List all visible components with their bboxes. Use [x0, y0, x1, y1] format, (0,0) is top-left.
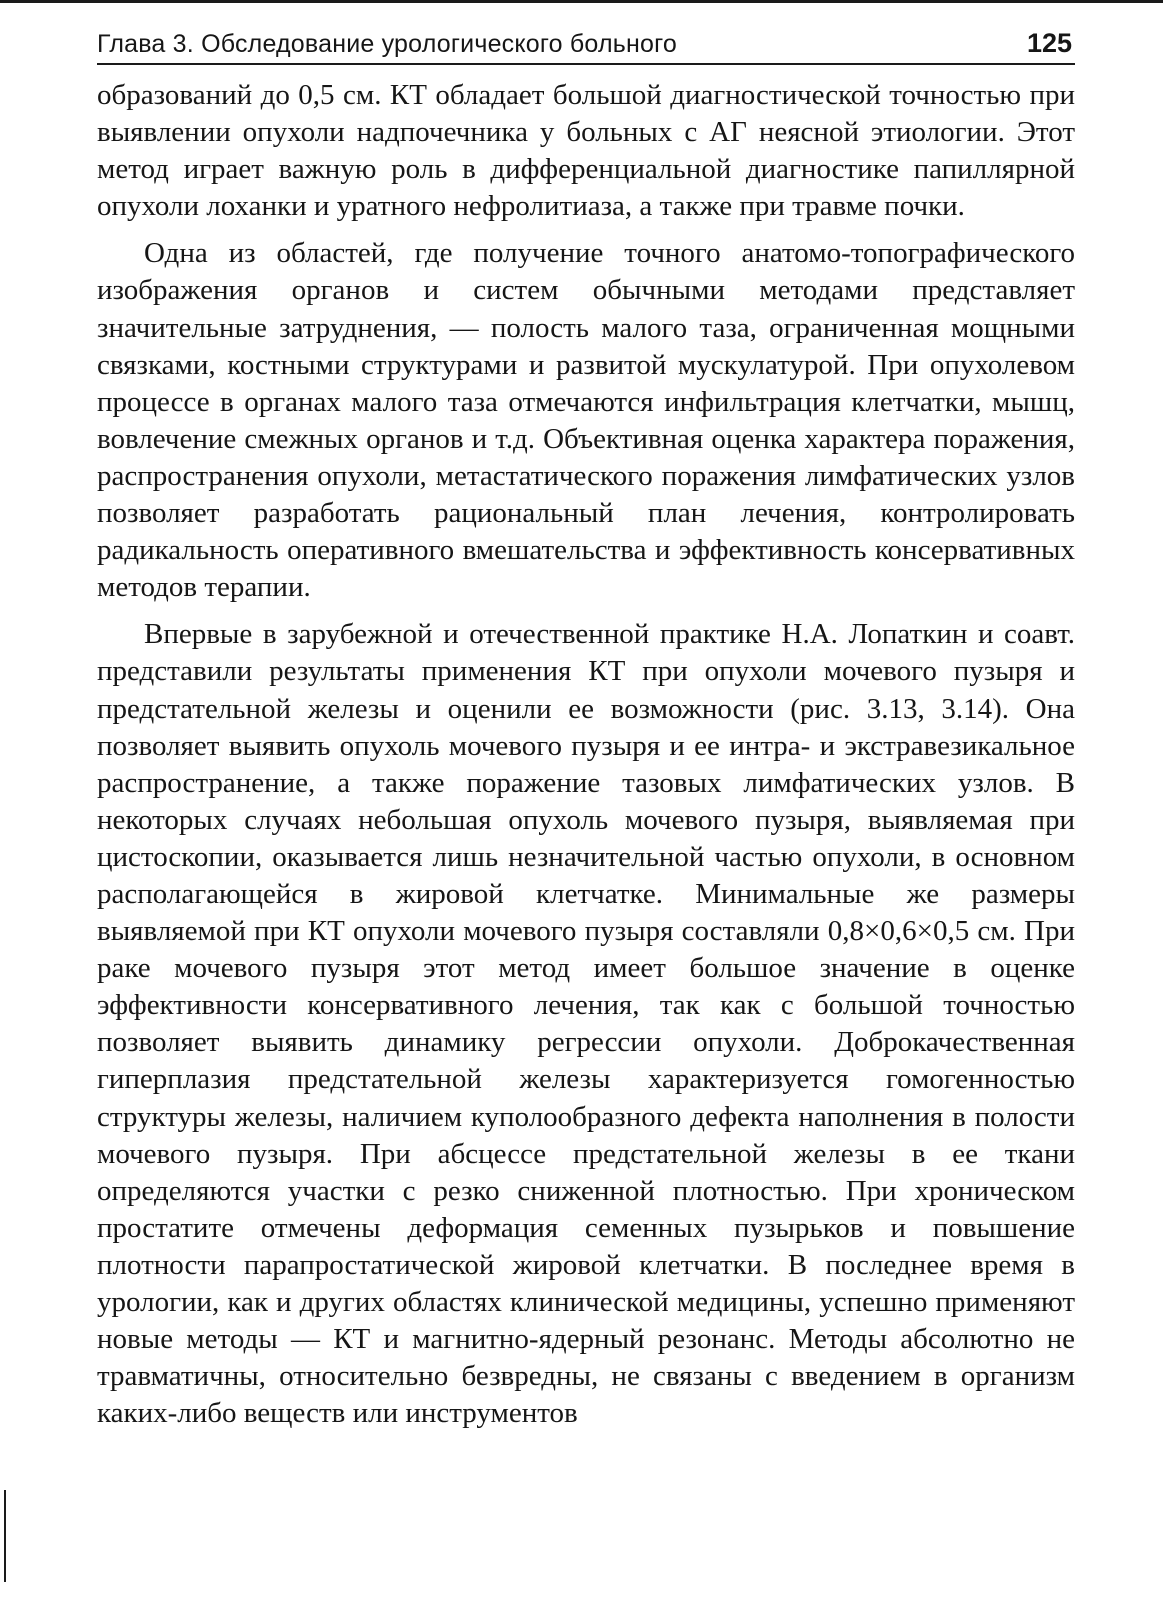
paragraph-continued: образований до 0,5 см. КТ обладает большой диагностической точностью при выявлении опухоли надпочечника у больных с АГ неясной этиологии. Этот метод играет важную роль в дифференциальной диагностике папиллярной опухоли лоханки и уратного нефролитиаза, а также при травме почки. [97, 79, 1075, 223]
paragraph-bladder-prostate-ct: Впервые в зарубежной и отечественной практике Н.А. Лопаткин и соавт. представили результаты применения КТ при опухоли мочевого пузыря и предстательной железы и оценили ее возможности (рис. 3.13, 3.14). Она позволяет выявить опухоль мочевого пузыря и ее интра- и экстравезикальное распространение, а также поражение тазовых лимфатических узлов. В некоторых случаях небольшая опухоль мочевого пузыря, выявляемая при цистоскопии, оказывается лишь незначительной частью опухоли, в основном располагающейся в жировой клетчатке. Минимальные же размеры выявляемой при КТ опухоли мочевого пузыря составляли 0,8×0,6×0,5 см. При раке мочевого пузыря этот метод имеет большое значение в оценке эффективности консервативного лечения, так как с большой точностью позволяет выявить динамику регрессии опухоли. Доброкачественная гиперплазия предстательной железы характеризуется гомогенностью структуры железы, наличием куполообразного дефекта наполнения в полости мочевого пузыря. При абсцессе предстательной железы в ее ткани определяются участки с резко сниженной плотностью. При хроническом простатите отмечены деформация семенных пузырьков и повышение плотности парапростатической жировой клетчатки. В последнее время в урологии, как и других областях клинической медицины, успешно применяют новые методы — КТ и магнитно-ядерный резонанс. Методы абсолютно не травматичны, относительно безвредны, не связаны с введением в организм каких-либо веществ или инструментов [97, 618, 1075, 1430]
scan-margin-mark [4, 1490, 6, 1582]
body-text [97, 77, 1075, 1432]
running-header [97, 28, 1075, 65]
paragraph-pelvis-ct: Одна из областей, где получение точного анатомо-топографического изображения органов и систем обычными методами представляет значительные затруднения, — полость малого таза, ограниченная мощными связками, костными структурами и развитой мускулатурой. При опухолевом процессе в органах малого таза отмечаются инфильтрация клетчатки, мышц, вовлечение смежных органов и т.д. Объективная оценка характера поражения, распространения опухоли, метастатического поражения лимфатических узлов позволяет разработать рациональный план лечения, контролировать радикальность оперативного вмешательства и эффективность консервативных методов терапии. [97, 237, 1075, 604]
book-page [97, 28, 1075, 1432]
chapter-title: Глава 3. Обследование урологического больного [97, 30, 677, 58]
page-top-edge [0, 0, 1163, 3]
page-number: 125 [1026, 28, 1072, 58]
